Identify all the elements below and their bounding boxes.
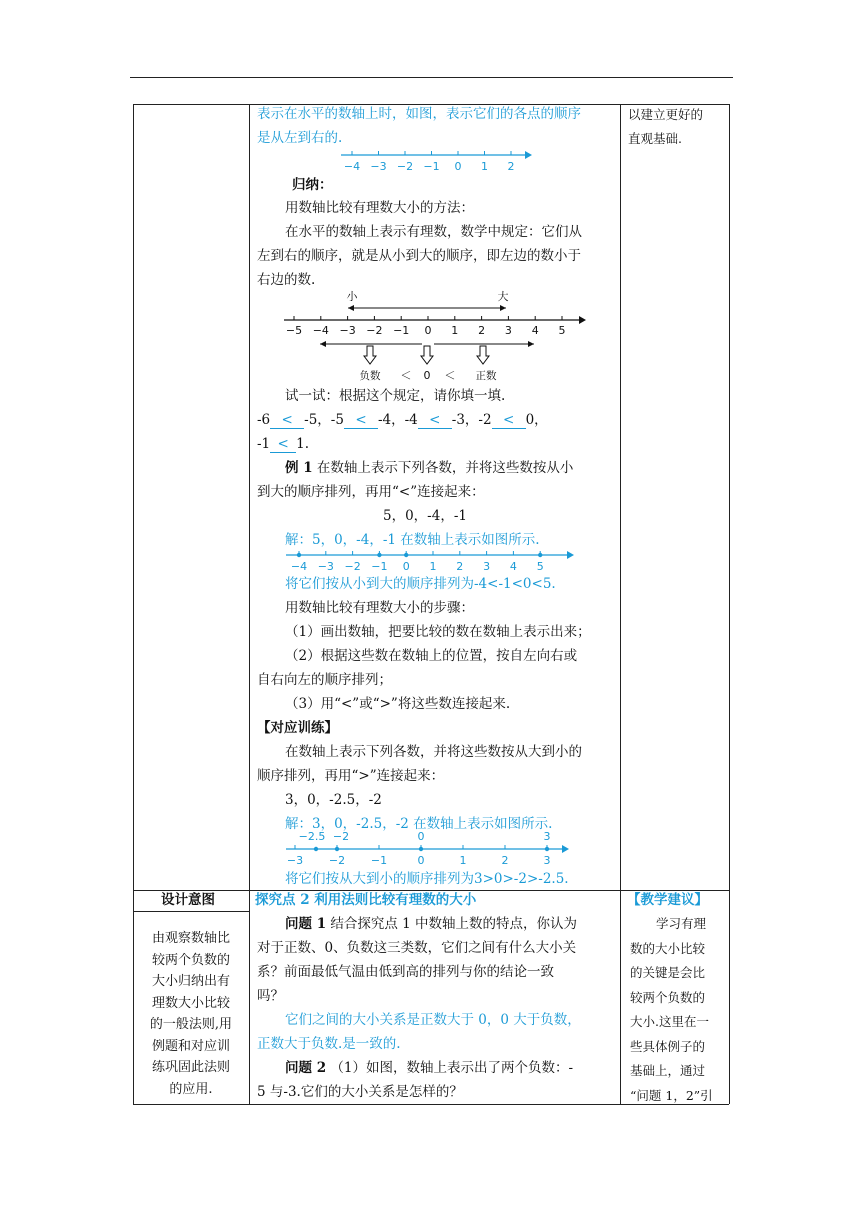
axis-tick-label: −2: [366, 324, 383, 337]
axis-tick-label: −5: [285, 324, 303, 337]
question-1-label: 问题 1: [285, 916, 327, 932]
less-than-sign: ＜: [444, 369, 456, 382]
question-1-text: 结合探究点 1 中数轴上数的特点，你认为: [326, 916, 578, 932]
solution-line-1: 解：5，0，-4，-1 在数轴上表示如图所示.: [285, 532, 540, 548]
axis-point-label: 3: [543, 830, 551, 843]
solution-line-2: 将它们按从小到大的顺序排列为-4<-1<0<5.: [285, 576, 556, 592]
negative-label: 负数: [359, 370, 381, 382]
example-label: 例 1: [285, 460, 313, 476]
rule-line-2: 左到右的顺序，就是从小到大的顺序，即左边的数小于: [257, 248, 581, 264]
fill-value: -1: [257, 436, 271, 452]
axis-point-label: −2: [332, 830, 350, 843]
fill-answer-4[interactable]: <: [492, 412, 526, 429]
axis-point-label: 0: [417, 830, 425, 843]
axis-arrow: [579, 316, 586, 324]
axis-tick-label: 1: [481, 160, 488, 173]
design-text-line: 大小归纳出有: [151, 974, 230, 989]
axis-tick-label: 1: [459, 854, 467, 867]
summary-title: 归纳：: [292, 177, 333, 193]
axis-point: [297, 553, 301, 557]
try-line: 试一试：根据这个规定，请你填一填.: [285, 388, 506, 404]
suggest-text-line: 较两个负数的: [630, 989, 706, 1005]
example-text: 在数轴上表示下列各数，并将这些数按从小: [312, 460, 574, 476]
axis-tick-label: 1: [429, 560, 437, 573]
axis-point: [404, 553, 408, 557]
example-line-1: [285, 458, 573, 478]
table-border-right: [729, 104, 730, 1104]
axis-tick-label: 5: [536, 560, 544, 573]
practice-line-2: 顺序排列，再用“>”连接起来：: [257, 768, 445, 784]
design-text-line: 理数大小比较: [151, 995, 230, 1011]
axis-tick-label: 5: [558, 324, 566, 337]
axis-point: [377, 553, 381, 557]
table-border-left: [133, 104, 134, 1104]
axis-tick-label: −1: [371, 560, 388, 573]
step-3: （3）用“<”或“>”将这些数连接起来.: [285, 696, 511, 712]
axis-point-label: −2.5: [298, 830, 326, 843]
axis-tick-label: 3: [543, 854, 551, 867]
axis-tick-label: −2: [396, 160, 414, 173]
answer-1-line-1: 它们之间的大小关系是正数大于 0，0 大于负数，: [285, 1012, 581, 1028]
practice-line-1: 在数轴上表示下列各数，并将这些数按从大到小的: [285, 744, 582, 760]
number-line-4: [282, 828, 572, 870]
axis-tick-label: 3: [483, 560, 491, 573]
intro-line-2: 是从左到右的.: [257, 130, 343, 146]
positive-range-arrowhead: [528, 341, 534, 347]
practice-solution-2: 将它们按从大到小的顺序排列为3>0>-2>-2.5.: [285, 871, 569, 887]
side-note-line-1: 以建立更好的: [628, 107, 704, 122]
suggest-text: [630, 912, 713, 1108]
axis-tick-label: 4: [531, 324, 539, 337]
axis-tick-label: 0: [417, 854, 425, 867]
fill-value: 0，: [525, 412, 548, 428]
question-1-line-4: 吗？: [257, 988, 284, 1004]
question-2-label: 问题 2: [285, 1060, 327, 1076]
question-2-line-1: [285, 1058, 573, 1078]
steps-title: 用数轴比较有理数大小的步骤：: [285, 600, 474, 616]
direction-arrowhead-right: [500, 305, 506, 311]
table-divider-2: [620, 104, 621, 1104]
axis-tick-label: 2: [501, 854, 509, 867]
axis-tick-label: 2: [507, 160, 515, 173]
design-text-line: 例题和对应训: [151, 1038, 230, 1054]
step-2a: （2）根据这些数在数轴上的位置，按自左向右或: [285, 648, 578, 664]
axis-tick-label: −4: [343, 160, 361, 173]
suggest-text-line: “问题 1，2”引: [630, 1087, 713, 1103]
fill-answer-1[interactable]: <: [270, 412, 304, 429]
axis-point: [335, 847, 339, 851]
axis-tick-label: −1: [423, 160, 440, 173]
question-2-text: （1）如图，数轴上表示出了两个负数：-: [326, 1060, 574, 1076]
axis-tick-label: 3: [504, 324, 512, 337]
question-1-line-3: 系？前面最低气温由低到高的排列与你的结论一致: [257, 964, 554, 980]
axis-point: [538, 553, 542, 557]
zero-down-arrow: [421, 346, 433, 364]
question-1-line-1: [285, 914, 577, 934]
practice-solution-1: 解：3，0，-2.5，-2 在数轴上表示如图所示.: [285, 816, 553, 832]
axis-point: [419, 847, 423, 851]
number-line-2: [282, 288, 587, 384]
example-numbers: 5，0，-4，-1: [383, 508, 467, 524]
number-line-3: [282, 548, 577, 574]
method-title: 用数轴比较有理数大小的方法：: [285, 200, 474, 216]
practice-title: 【对应训练】: [257, 720, 338, 736]
design-text-line: 的应用.: [169, 1081, 213, 1097]
step-1: （1）画出数轴，把要比较的数在数轴上表示出来；: [285, 624, 591, 640]
axis-tick-label: 0: [402, 560, 410, 573]
less-than-sign: ＜: [400, 369, 412, 382]
positive-down-arrow: [477, 346, 489, 364]
axis-tick-label: −2: [344, 560, 361, 573]
axis-tick-label: 0: [454, 160, 462, 173]
fill-value: -5，-5: [304, 412, 344, 428]
intro-line-1: 表示在水平的数轴上时，如图，表示它们的各点的顺序: [257, 106, 581, 122]
direction-arrowhead-left: [348, 305, 354, 311]
fill-answer-3[interactable]: <: [418, 412, 452, 429]
axis-tick-label: −4: [290, 560, 308, 573]
section-2-title: 探究点 2 利用法则比较有理数的大小: [255, 892, 477, 908]
negative-down-arrow: [364, 346, 376, 364]
suggest-text-line: 些具体例子的: [630, 1038, 706, 1054]
design-text-line: 的一般法则,用: [149, 1017, 233, 1032]
axis-tick-label: −2: [328, 854, 346, 867]
positive-label: 正数: [475, 370, 497, 382]
zero-label: 0: [423, 369, 431, 382]
axis-tick-label: −3: [286, 854, 304, 867]
axis-tick-label: 2: [478, 324, 486, 337]
axis-tick-label: 1: [451, 324, 459, 337]
fill-value: 1.: [296, 436, 310, 452]
design-text-line: 较两个负数的: [151, 952, 230, 968]
header-rule: [130, 77, 733, 78]
question-2-line-2: 5 与-3.它们的大小关系是怎样的？: [257, 1084, 463, 1100]
axis-tick-label: −3: [370, 160, 387, 173]
fill-line-2: [257, 434, 309, 454]
number-line-1: [335, 148, 535, 176]
suggest-text-line: 大小.这里在一: [630, 1014, 709, 1029]
fill-answer-2[interactable]: <: [344, 412, 378, 429]
table-divider-1: [249, 104, 250, 1104]
axis-arrow: [562, 845, 569, 853]
design-label-divider: [133, 911, 249, 912]
question-1-line-2: 对于正数、0、负数这三类数，它们之间有什么大小关: [257, 940, 577, 956]
design-text-line: 练巩固此法则: [151, 1060, 230, 1075]
design-label: 设计意图: [161, 892, 215, 908]
axis-tick-label: −1: [370, 854, 388, 867]
suggest-text-line: 学习有理: [656, 916, 707, 931]
suggest-title: 【教学建议】: [627, 892, 708, 908]
rule-line-3: 右边的数.: [257, 272, 316, 288]
axis-small-label: 小: [346, 290, 358, 303]
fill-value: -3，-2: [451, 412, 492, 428]
design-text: [143, 928, 239, 1100]
axis-tick-label: −1: [393, 324, 410, 337]
fill-value: -4，-4: [377, 412, 418, 428]
axis-tick-label: 0: [424, 324, 432, 337]
axis-point: [314, 847, 318, 851]
step-2b: 自右向左的顺序排列；: [257, 672, 392, 688]
answer-1-line-2: 正数大于负数.是一致的.: [257, 1036, 401, 1052]
fill-value: -6: [257, 412, 271, 428]
axis-tick-label: −3: [339, 324, 356, 337]
suggest-text-line: 基础上，通过: [630, 1063, 706, 1078]
side-note-line-2: 直观基础.: [628, 131, 682, 146]
axis-tick-label: 4: [509, 560, 517, 573]
axis-arrow: [525, 151, 532, 159]
practice-numbers: 3，0，-2.5，-2: [285, 792, 382, 808]
axis-arrow: [567, 551, 574, 559]
fill-answer-5[interactable]: <: [270, 436, 296, 453]
suggest-text-line: 数的大小比较: [630, 940, 706, 956]
example-line-2: 到大的顺序排列，再用“<”连接起来：: [257, 484, 485, 500]
rule-line-1: 在水平的数轴上表示有理数，数学中规定：它们从: [285, 224, 582, 240]
negative-range-arrowhead: [320, 341, 326, 347]
axis-tick-label: −4: [312, 324, 329, 337]
axis-big-label: 大: [497, 290, 509, 303]
axis-tick-label: −3: [317, 560, 334, 573]
axis-point: [545, 847, 549, 851]
fill-line-1: [257, 410, 548, 430]
suggest-text-line: 的关键是会比: [630, 965, 706, 980]
axis-tick-label: 2: [456, 560, 464, 573]
design-text-line: 由观察数轴比: [151, 931, 230, 946]
